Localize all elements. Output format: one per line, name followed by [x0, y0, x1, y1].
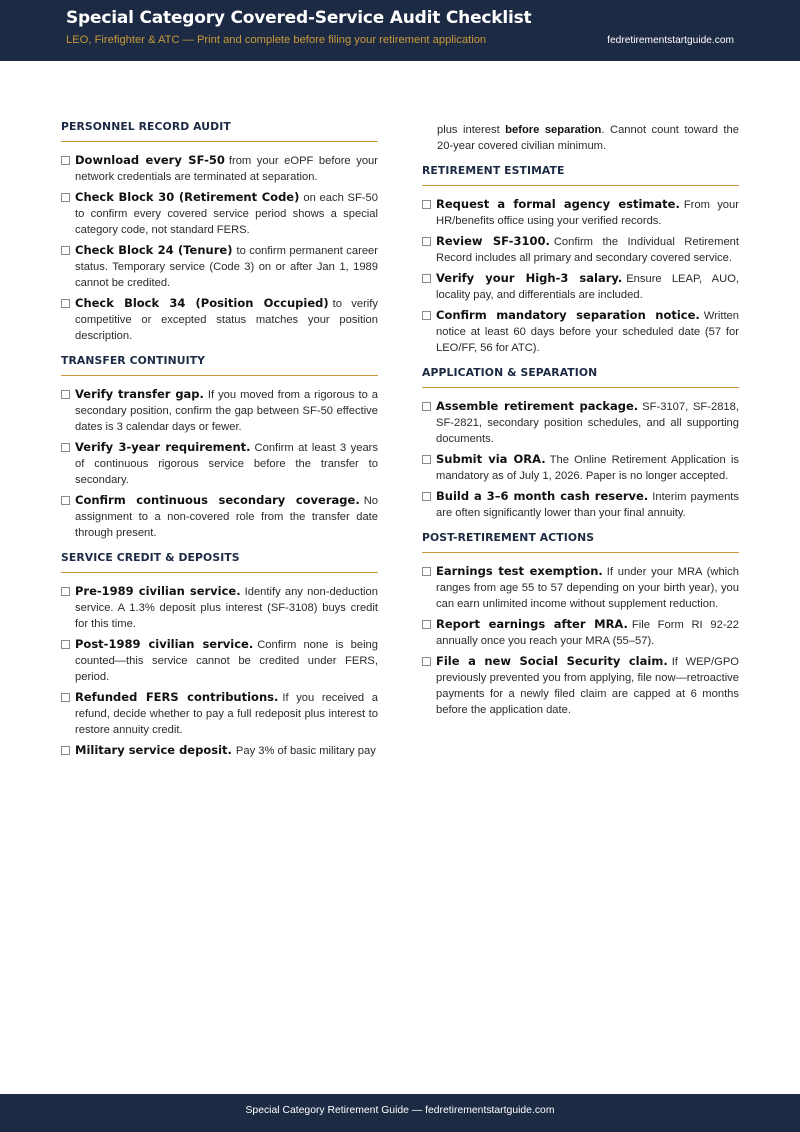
checklist-item [422, 307, 739, 356]
checklist-item [61, 242, 378, 291]
item-text: Confirm none is being counted—this service cannot be credited under FERS, period. [75, 639, 378, 683]
page-header [0, 0, 800, 61]
header-site: fedretirementstartguide.com [607, 35, 734, 46]
checkbox[interactable] [61, 246, 70, 255]
item-text: to confirm permanent career status. Temporary service (Code 3) on or after Jan 1, 1989 cannot be credited. [75, 245, 379, 289]
item-text: Written notice at least 60 days before your scheduled date (57 for LEO/FF, 56 for ATC). [436, 310, 739, 354]
item-lead: Verify your High-3 salary. [436, 271, 623, 285]
checklist-item [422, 451, 739, 484]
item-text: No assignment to a non-covered role from the transfer date through present. [75, 495, 378, 539]
section-title-service-credit: SERVICE CREDIT & DEPOSITS [61, 551, 378, 573]
page-title: Special Category Covered-Service Audit Checklist [66, 8, 532, 28]
checkbox[interactable] [61, 193, 70, 202]
checkbox[interactable] [422, 455, 431, 464]
checklist-item [61, 583, 378, 632]
item-lead: Post-1989 civilian service. [75, 637, 254, 651]
checklist-item [422, 616, 739, 649]
item-text: File Form RI 92-22 annually once you reach your MRA (55–57). [436, 619, 739, 647]
left-column [61, 120, 378, 763]
checkbox[interactable] [422, 620, 431, 629]
checklist-item [422, 563, 739, 612]
continued-text [422, 122, 739, 154]
footer-text: Special Category Retirement Guide — fedretirementstartguide.com [245, 1105, 555, 1116]
item-lead: Confirm continuous secondary coverage. [75, 493, 360, 507]
item-text: If you received a refund, decide whether to pay a full redeposit plus interest to restore annuity credit. [75, 692, 378, 736]
item-lead: Verify 3-year requirement. [75, 440, 251, 454]
item-text: Confirm the Individual Retirement Record includes all primary and secondary covered service. [436, 236, 740, 264]
checklist-item [61, 636, 378, 685]
checkbox[interactable] [422, 200, 431, 209]
checklist-item [61, 439, 378, 488]
item-lead: Download every SF-50 [75, 153, 225, 167]
checkbox[interactable] [422, 492, 431, 501]
checkbox[interactable] [61, 640, 70, 649]
right-column [422, 120, 739, 722]
item-text: Interim payments are often significantly lower than your final annuity. [436, 491, 739, 519]
checklist-item [61, 295, 378, 344]
item-lead: Earnings test exemption. [436, 564, 603, 578]
continued-bold: before separation [505, 124, 602, 136]
checklist-item [61, 689, 378, 738]
item-text: From your HR/benefits office using your verified records. [436, 199, 739, 227]
checklist-item [422, 488, 739, 521]
item-text: The Online Retirement Application is mandatory as of July 1, 2026. Paper is no longer accepted. [436, 454, 739, 482]
item-lead: Build a 3–6 month cash reserve. [436, 489, 649, 503]
item-text: on each SF-50 to confirm every covered service period shows a special category code, not standard FERS. [75, 192, 378, 236]
checklist-item [61, 742, 378, 759]
checklist-item [61, 152, 378, 185]
checklist-item [61, 386, 378, 435]
checkbox[interactable] [61, 443, 70, 452]
item-lead: File a new Social Security claim. [436, 654, 668, 668]
item-text: If under your MRA (which ranges from age 55 to 57 depending on your birth year), you can earn unlimited income without supplement reduction. [436, 566, 739, 610]
checkbox[interactable] [422, 567, 431, 576]
item-lead: Request a formal agency estimate. [436, 197, 680, 211]
section-title-transfer-continuity: TRANSFER CONTINUITY [61, 354, 378, 376]
page-footer [0, 1094, 800, 1132]
checkbox[interactable] [61, 299, 70, 308]
checkbox[interactable] [61, 156, 70, 165]
checkbox[interactable] [61, 693, 70, 702]
checkbox[interactable] [422, 311, 431, 320]
section-title-application-separation: APPLICATION & SEPARATION [422, 366, 739, 388]
checkbox[interactable] [422, 274, 431, 283]
item-lead: Confirm mandatory separation notice. [436, 308, 700, 322]
item-text: Ensure LEAP, AUO, locality pay, and differentials are included. [436, 273, 740, 301]
item-text: from your eOPF before your network credentials are terminated at separation. [75, 155, 378, 183]
checklist-item [422, 196, 739, 229]
checklist-item [61, 492, 378, 541]
item-lead: Submit via ORA. [436, 452, 546, 466]
continued-post: . Cannot count toward the 20-year covered civilian minimum. [437, 124, 739, 152]
checklist-item [422, 270, 739, 303]
item-text: to verify competitive or excepted status matches your position description. [75, 298, 378, 342]
checkbox[interactable] [422, 237, 431, 246]
checkbox[interactable] [61, 390, 70, 399]
section-title-personnel-record-audit: PERSONNEL RECORD AUDIT [61, 120, 378, 142]
checklist-item [422, 398, 739, 447]
continued-pre: plus interest [437, 124, 506, 136]
item-lead: Assemble retirement package. [436, 399, 639, 413]
checkbox[interactable] [422, 402, 431, 411]
item-text: If WEP/GPO previously prevented you from applying, file now—retroactive payments for a newly filed claim are capped at 6 months before the application date. [436, 656, 739, 716]
checklist-item [61, 189, 378, 238]
item-lead: Pre-1989 civilian service. [75, 584, 241, 598]
item-lead: Check Block 30 (Retirement Code) [75, 190, 300, 204]
item-lead: Military service deposit. [75, 743, 232, 757]
page-subtitle: LEO, Firefighter & ATC — Print and complete before filing your retirement application [66, 34, 487, 46]
section-title-post-retirement: POST-RETIREMENT ACTIONS [422, 531, 739, 553]
item-text: Pay 3% of basic military pay [235, 745, 376, 757]
checkbox[interactable] [61, 746, 70, 755]
checkbox[interactable] [61, 496, 70, 505]
checklist-item [422, 653, 739, 718]
checkbox[interactable] [61, 587, 70, 596]
item-lead: Check Block 34 (Position Occupied) [75, 296, 329, 310]
section-title-retirement-estimate: RETIREMENT ESTIMATE [422, 164, 739, 186]
item-lead: Review SF-3100. [436, 234, 550, 248]
item-lead: Report earnings after MRA. [436, 617, 628, 631]
item-lead: Verify transfer gap. [75, 387, 204, 401]
checklist-item [422, 233, 739, 266]
item-lead: Check Block 24 (Tenure) [75, 243, 233, 257]
checkbox[interactable] [422, 657, 431, 666]
item-text: Identify any non-deduction service. A 1.3% deposit plus interest (SF-3108) buys credit for this time. [75, 586, 378, 630]
item-text: SF-3107, SF-2818, SF-2821, secondary position schedules, and all supporting documents. [436, 401, 739, 445]
item-text: Confirm at least 3 years of continuous rigorous service before the transfer to secondary. [75, 442, 378, 486]
item-text: If you moved from a rigorous to a secondary position, confirm the gap between SF-50 effective dates is 3 calendar days or fewer. [75, 389, 378, 433]
item-lead: Refunded FERS contributions. [75, 690, 279, 704]
